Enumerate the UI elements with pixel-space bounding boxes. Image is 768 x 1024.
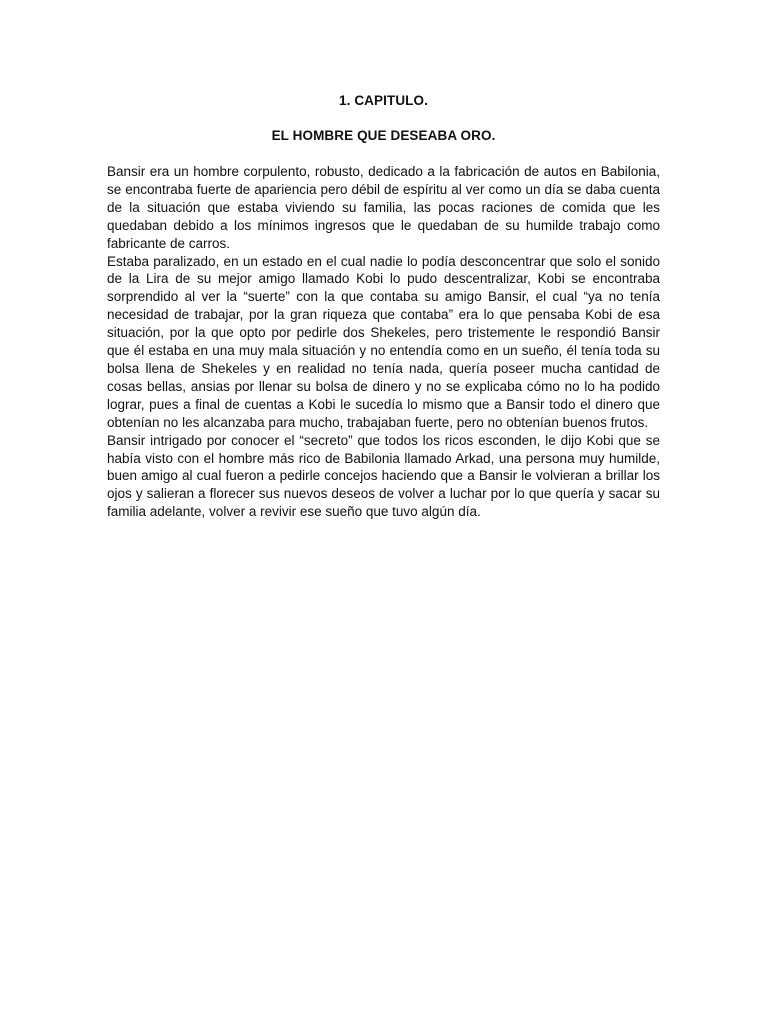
document-content bbox=[107, 92, 660, 521]
paragraph-2: Estaba paralizado, en un estado en el cual nadie lo podía desconcentrar que solo el sonido de la Lira de su mejor amigo llamado Kobi lo pudo descentralizar, Kobi se encontraba sorprendido al ver la “suerte” con la que contaba su amigo Bansir, el cual “ya no tenía necesidad de trabajar, por la gran riqueza que contaba” era lo que pensaba Kobi de esa situación, por la que opto por pedirle dos Shekeles, pero tristemente le respondió Bansir que él estaba en una muy mala situación y no entendía como en un sueño, él tenía toda su bolsa llena de Shekeles y en realidad no tenía nada, quería poseer mucha cantidad de cosas bellas, ansias por llenar su bolsa de dinero y no se explicaba cómo no lo ha podido lograr, pues a final de cuentas a Kobi le sucedía lo mismo que a Bansir todo el dinero que obtenían no les alcanzaba para mucho, trabajaban fuerte, pero no obtenían buenos frutos. bbox=[107, 253, 660, 430]
paragraph-3: Bansir intrigado por conocer el “secreto” que todos los ricos esconden, le dijo Kobi que se había visto con el hombre más rico de Babilonia llamado Arkad, una persona muy humilde, buen amigo al cual fueron a pedirle concejos haciendo que a Bansir le volvieran a brillar los ojos y salieran a florecer sus nuevos deseos de volver a luchar por lo que quería y sacar su familia adelante, volver a revivir ese sueño que tuvo algún día. bbox=[107, 432, 660, 520]
chapter-title: EL HOMBRE QUE DESEABA ORO. bbox=[271, 128, 496, 143]
chapter-heading: 1. CAPITULO. bbox=[339, 93, 428, 108]
paragraph-1: Bansir era un hombre corpulento, robusto, dedicado a la fabricación de autos en Babilonia, se encontraba fuerte de apariencia pero débil de espíritu al ver como un día se daba cuenta de la situación que estaba viviendo su familia, las pocas raciones de comida que les quedaban debido a los mínimos ingresos que le quedaban de su humilde trabajo como fabricante de carros. bbox=[107, 164, 660, 251]
